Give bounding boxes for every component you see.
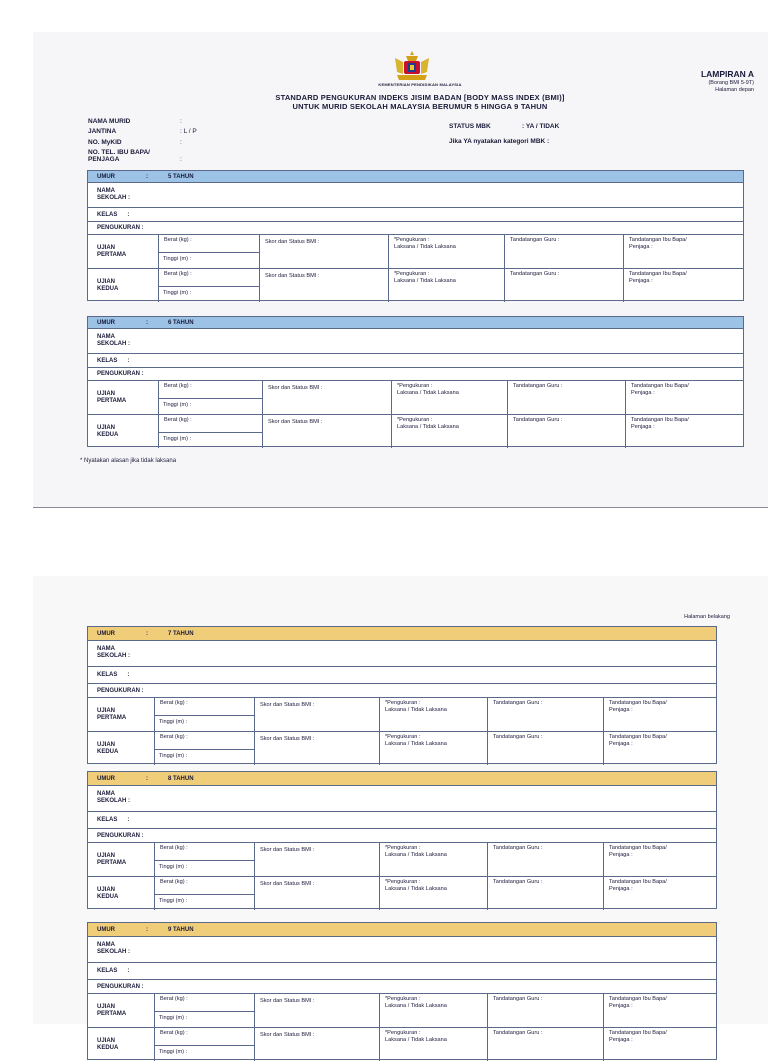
pengukuran-row xyxy=(88,980,716,994)
age-value: 8 TAHUN xyxy=(168,775,194,782)
status-mbk-label: STATUS MBK xyxy=(449,123,491,130)
mykid-label: NO. MyKID xyxy=(88,139,122,146)
tinggi-field[interactable]: Tinggi (m) : xyxy=(163,256,192,262)
tandatangan-guru-field[interactable]: Tandatangan Guru : xyxy=(487,732,603,765)
age-block xyxy=(87,626,717,764)
tandatangan-ibu-bapa-line-1: Tandatangan Ibu Bapa/ xyxy=(629,271,687,277)
tinggi-field[interactable]: Tinggi (m) : xyxy=(159,898,188,904)
tandatangan-guru-field[interactable]: Tandatangan Guru : xyxy=(487,698,603,732)
ujian-pertama-label-2: PERTAMA xyxy=(97,252,127,258)
lampiran-label: LAMPIRAN A xyxy=(700,69,754,79)
age-header xyxy=(88,923,716,937)
pengukuran-row xyxy=(88,829,716,843)
col-line xyxy=(154,877,155,910)
tandatangan-ibu-bapa-line-2: Penjaga : xyxy=(609,740,633,747)
berat-field[interactable]: Berat (kg) : xyxy=(154,996,254,1003)
tandatangan-ibu-bapa-line-2: Penjaga : xyxy=(631,389,655,396)
ujian-kedua-label-2: KEDUA xyxy=(97,431,119,438)
col-line xyxy=(154,994,155,1028)
tandatangan-ibu-bapa-line-2: Penjaga : xyxy=(629,277,653,284)
nama-sekolah-label-2: SEKOLAH : xyxy=(97,195,130,201)
tandatangan-ibu-bapa-field[interactable] xyxy=(603,843,716,877)
pengukuran-status-field[interactable] xyxy=(391,415,507,448)
umur-label: UMUR xyxy=(97,775,115,782)
cell-divider xyxy=(158,432,262,433)
kelas-label: KELAS : xyxy=(97,817,130,823)
ujian-pertama-label-1: UJIAN xyxy=(97,245,116,251)
ujian-pertama-label-2: PERTAMA xyxy=(97,860,127,866)
pengukuran-status-field[interactable] xyxy=(391,381,507,415)
pengukuran-status-line-1: *Pengukuran : xyxy=(385,1030,421,1036)
mykid-field[interactable]: : xyxy=(180,139,182,146)
umur-label: UMUR xyxy=(97,319,115,326)
nama-murid-field[interactable]: : xyxy=(180,118,182,125)
age-header xyxy=(88,627,716,641)
kelas-label: KELAS : xyxy=(97,672,130,678)
ujian-pertama-row xyxy=(88,994,716,1028)
tandatangan-ibu-bapa-line-1: Tandatangan Ibu Bapa/ xyxy=(609,700,667,706)
tandatangan-guru-field[interactable]: Tandatangan Guru : xyxy=(487,994,603,1028)
pengukuran-status-field[interactable] xyxy=(379,877,487,910)
ujian-pertama-row xyxy=(88,698,716,732)
age-block xyxy=(87,771,717,909)
berat-field[interactable]: Berat (kg) : xyxy=(154,1030,254,1037)
pengukuran-status-line-1: *Pengukuran : xyxy=(385,879,421,885)
page-side-label-back: Halaman belakang xyxy=(684,614,730,620)
tinggi-field[interactable]: Tinggi (m) : xyxy=(159,719,188,725)
umur-label: UMUR xyxy=(97,173,115,180)
nama-sekolah-label-1: NAMA xyxy=(97,334,115,340)
pengukuran-status-line-2: Laksana / Tidak Laksana xyxy=(385,1036,447,1043)
pengukuran-status-line-2: Laksana / Tidak Laksana xyxy=(385,885,447,892)
ujian-kedua-label-1: UJIAN xyxy=(97,278,116,285)
pengukuran-label: PENGUKURAN : xyxy=(97,225,144,231)
nama-sekolah-label-1: NAMA xyxy=(97,942,115,948)
ujian-kedua-row xyxy=(88,1028,716,1061)
jantina-field[interactable]: : L / P xyxy=(180,128,197,135)
form-title-line-2: UNTUK MURID SEKOLAH MALAYSIA BERUMUR 5 HINGGA 9 TAHUN xyxy=(292,102,548,111)
tandatangan-ibu-bapa-line-1: Tandatangan Ibu Bapa/ xyxy=(629,237,687,243)
pengukuran-status-field[interactable] xyxy=(379,994,487,1028)
pengukuran-label: PENGUKURAN : xyxy=(97,371,144,377)
tandatangan-ibu-bapa-field[interactable] xyxy=(603,1028,716,1061)
pengukuran-status-line-2: Laksana / Tidak Laksana xyxy=(385,1002,447,1009)
berat-field[interactable]: Berat (kg) : xyxy=(158,271,259,278)
col-line xyxy=(154,732,155,765)
malaysia-coat-of-arms-icon xyxy=(389,50,435,82)
tandatangan-ibu-bapa-line-2: Penjaga : xyxy=(609,706,633,713)
ujian-kedua-label-2: KEDUA xyxy=(97,893,119,900)
age-block xyxy=(87,170,744,301)
borang-code: (Borang BMI 5-9T) xyxy=(708,80,754,86)
tandatangan-ibu-bapa-line-2: Penjaga : xyxy=(631,423,655,430)
berat-field[interactable]: Berat (kg) : xyxy=(154,734,254,741)
ujian-pertama-row xyxy=(88,843,716,877)
pengukuran-row xyxy=(88,222,743,235)
umur-label: UMUR xyxy=(97,630,115,637)
ujian-pertama-label-1: UJIAN xyxy=(97,1004,116,1010)
col-line xyxy=(158,235,159,269)
nama-sekolah-row[interactable] xyxy=(88,183,743,208)
ujian-pertama-label-2: PERTAMA xyxy=(97,1011,127,1017)
tinggi-field[interactable]: Tinggi (m) : xyxy=(163,402,192,408)
berat-field[interactable]: Berat (kg) : xyxy=(154,879,254,886)
pengukuran-status-line-2: Laksana / Tidak Laksana xyxy=(385,706,447,713)
tinggi-field[interactable]: Tinggi (m) : xyxy=(163,290,192,296)
ujian-kedua-label-2: KEDUA xyxy=(97,1044,119,1051)
pengukuran-status-field[interactable] xyxy=(388,269,504,302)
pengukuran-status-line-1: *Pengukuran : xyxy=(385,845,421,851)
age-value: 9 TAHUN xyxy=(168,926,194,933)
nama-sekolah-row[interactable] xyxy=(88,641,716,667)
skor-bmi-field[interactable]: Skor dan Status BMI : xyxy=(254,698,379,732)
tandatangan-ibu-bapa-field[interactable] xyxy=(603,698,716,732)
tandatangan-ibu-bapa-line-1: Tandatangan Ibu Bapa/ xyxy=(609,734,667,740)
jantina-label: JANTINA xyxy=(88,128,117,135)
tel-label-line-1: NO. TEL. IBU BAPA/ xyxy=(88,149,150,156)
pengukuran-status-line-2: Laksana / Tidak Laksana xyxy=(385,851,447,858)
kelas-row[interactable] xyxy=(88,208,743,222)
age-value: 7 TAHUN xyxy=(168,630,194,637)
umur-colon: : xyxy=(146,173,148,180)
pengukuran-status-field[interactable] xyxy=(379,843,487,877)
ujian-kedua-row xyxy=(88,269,743,302)
pengukuran-label: PENGUKURAN : xyxy=(97,983,144,990)
age-header xyxy=(88,772,716,786)
nama-sekolah-label-2: SEKOLAH : xyxy=(97,949,130,955)
age-block xyxy=(87,316,744,447)
cell-divider xyxy=(154,1045,254,1046)
ujian-kedua-label-1: UJIAN xyxy=(97,886,116,893)
tandatangan-ibu-bapa-field[interactable] xyxy=(623,235,743,269)
pengukuran-status-line-1: *Pengukuran : xyxy=(385,734,421,740)
skor-bmi-field[interactable]: Skor dan Status BMI : xyxy=(259,235,388,269)
col-line xyxy=(158,381,159,415)
age-header xyxy=(88,171,743,183)
tandatangan-ibu-bapa-field[interactable] xyxy=(625,381,743,415)
tandatangan-ibu-bapa-line-2: Penjaga : xyxy=(609,1002,633,1009)
tandatangan-guru-field[interactable]: Tandatangan Guru : xyxy=(487,1028,603,1061)
tandatangan-ibu-bapa-line-2: Penjaga : xyxy=(609,1036,633,1043)
cell-divider xyxy=(158,286,259,287)
page-separator xyxy=(33,507,768,508)
tandatangan-ibu-bapa-line-1: Tandatangan Ibu Bapa/ xyxy=(631,417,689,423)
pengukuran-status-field[interactable] xyxy=(388,235,504,269)
nama-sekolah-row[interactable] xyxy=(88,329,743,354)
skor-bmi-field[interactable]: Skor dan Status BMI : xyxy=(254,843,379,877)
kelas-row[interactable] xyxy=(88,667,716,684)
ujian-kedua-label-2: KEDUA xyxy=(97,285,119,292)
tandatangan-guru-field[interactable]: Tandatangan Guru : xyxy=(504,269,623,302)
kelas-row[interactable] xyxy=(88,963,716,980)
tandatangan-ibu-bapa-field[interactable] xyxy=(603,732,716,765)
skor-bmi-field[interactable]: Skor dan Status BMI : xyxy=(254,877,379,910)
nama-sekolah-label-2: SEKOLAH : xyxy=(97,798,130,804)
skor-bmi-field[interactable]: Skor dan Status BMI : xyxy=(259,269,388,302)
ministry-name: KEMENTERIAN PENDIDIKAN MALAYSIA xyxy=(378,82,462,87)
tinggi-field[interactable]: Tinggi (m) : xyxy=(159,864,188,870)
kelas-row[interactable] xyxy=(88,354,743,368)
tandatangan-ibu-bapa-field[interactable] xyxy=(625,415,743,448)
pengukuran-status-field[interactable] xyxy=(379,732,487,765)
tandatangan-guru-field[interactable]: Tandatangan Guru : xyxy=(507,381,625,415)
ujian-kedua-label-1: UJIAN xyxy=(97,741,116,748)
tandatangan-ibu-bapa-field[interactable] xyxy=(623,269,743,302)
pengukuran-status-line-1: *Pengukuran : xyxy=(397,417,433,423)
ujian-pertama-label-1: UJIAN xyxy=(97,708,116,714)
nama-sekolah-row[interactable] xyxy=(88,786,716,812)
berat-field[interactable]: Berat (kg) : xyxy=(154,700,254,707)
berat-field[interactable]: Berat (kg) : xyxy=(158,383,262,390)
tandatangan-ibu-bapa-field[interactable] xyxy=(603,994,716,1028)
pengukuran-status-line-1: *Pengukuran : xyxy=(397,383,433,389)
ujian-kedua-label-1: UJIAN xyxy=(97,1037,116,1044)
pengukuran-row xyxy=(88,368,743,381)
col-line xyxy=(158,269,159,302)
mbk-category-label: Jika YA nyatakan kategori MBK : xyxy=(449,138,550,145)
tandatangan-ibu-bapa-field[interactable] xyxy=(603,877,716,910)
nama-murid-label: NAMA MURID xyxy=(88,118,131,125)
tandatangan-ibu-bapa-line-2: Penjaga : xyxy=(609,851,633,858)
tinggi-field[interactable]: Tinggi (m) : xyxy=(159,1015,188,1021)
tandatangan-guru-field[interactable]: Tandatangan Guru : xyxy=(507,415,625,448)
umur-colon: : xyxy=(146,926,148,933)
tinggi-field[interactable]: Tinggi (m) : xyxy=(159,1049,188,1055)
tandatangan-ibu-bapa-line-1: Tandatangan Ibu Bapa/ xyxy=(609,1030,667,1036)
tandatangan-ibu-bapa-line-1: Tandatangan Ibu Bapa/ xyxy=(609,879,667,885)
nama-sekolah-label-2: SEKOLAH : xyxy=(97,341,130,347)
skor-bmi-field[interactable]: Skor dan Status BMI : xyxy=(254,732,379,765)
tel-label-line-2: PENJAGA xyxy=(88,156,120,163)
pengukuran-status-line-1: *Pengukuran : xyxy=(394,271,430,277)
ujian-kedua-row xyxy=(88,877,716,910)
ujian-pertama-label-1: UJIAN xyxy=(97,853,116,859)
ujian-kedua-row xyxy=(88,415,743,448)
kelas-label: KELAS : xyxy=(97,968,130,974)
umur-label: UMUR xyxy=(97,926,115,933)
page-side-label: Halaman depan xyxy=(715,87,754,93)
nama-sekolah-label-2: SEKOLAH : xyxy=(97,653,130,659)
pengukuran-status-line-2: Laksana / Tidak Laksana xyxy=(385,740,447,747)
tandatangan-ibu-bapa-line-1: Tandatangan Ibu Bapa/ xyxy=(631,383,689,389)
col-line xyxy=(154,698,155,732)
pengukuran-row xyxy=(88,684,716,698)
ujian-pertama-label-2: PERTAMA xyxy=(97,398,127,404)
pengukuran-label: PENGUKURAN : xyxy=(97,687,144,694)
cell-divider xyxy=(154,860,254,861)
berat-field[interactable]: Berat (kg) : xyxy=(158,237,259,244)
tinggi-field[interactable]: Tinggi (m) : xyxy=(159,753,188,759)
nama-sekolah-row[interactable] xyxy=(88,937,716,963)
pengukuran-status-line-1: *Pengukuran : xyxy=(385,996,421,1002)
ujian-pertama-label-2: PERTAMA xyxy=(97,715,127,721)
nama-sekolah-label-1: NAMA xyxy=(97,646,115,652)
ujian-pertama-label-1: UJIAN xyxy=(97,391,116,397)
age-block xyxy=(87,922,717,1060)
cell-divider xyxy=(158,398,262,399)
skor-bmi-field[interactable]: Skor dan Status BMI : xyxy=(254,994,379,1028)
tandatangan-ibu-bapa-line-1: Tandatangan Ibu Bapa/ xyxy=(609,996,667,1002)
ujian-kedua-label-2: KEDUA xyxy=(97,748,119,755)
cell-divider xyxy=(154,1011,254,1012)
cell-divider xyxy=(154,715,254,716)
pengukuran-status-field[interactable] xyxy=(379,1028,487,1061)
ujian-kedua-label-1: UJIAN xyxy=(97,424,116,431)
cell-divider xyxy=(158,252,259,253)
pengukuran-status-line-1: *Pengukuran : xyxy=(394,237,430,243)
tandatangan-guru-field[interactable]: Tandatangan Guru : xyxy=(487,843,603,877)
col-line xyxy=(154,843,155,877)
pengukuran-status-line-2: Laksana / Tidak Laksana xyxy=(397,423,459,430)
skor-bmi-field[interactable]: Skor dan Status BMI : xyxy=(254,1028,379,1061)
umur-colon: : xyxy=(146,630,148,637)
umur-colon: : xyxy=(146,319,148,326)
col-line xyxy=(158,415,159,448)
cell-divider xyxy=(154,894,254,895)
kelas-row[interactable] xyxy=(88,812,716,829)
skor-bmi-field[interactable]: Skor dan Status BMI : xyxy=(262,415,391,448)
tandatangan-ibu-bapa-line-2: Penjaga : xyxy=(629,243,653,250)
pengukuran-status-line-1: *Pengukuran : xyxy=(385,700,421,706)
status-mbk-field[interactable]: : YA / TIDAK xyxy=(522,123,560,130)
pengukuran-label: PENGUKURAN : xyxy=(97,832,144,839)
footnote: * Nyatakan alasan jika tidak laksana xyxy=(80,458,177,464)
ujian-pertama-row xyxy=(88,235,743,269)
umur-colon: : xyxy=(146,775,148,782)
tinggi-field[interactable]: Tinggi (m) : xyxy=(163,436,192,442)
skor-bmi-field[interactable]: Skor dan Status BMI : xyxy=(262,381,391,415)
age-header xyxy=(88,317,743,329)
pengukuran-status-line-2: Laksana / Tidak Laksana xyxy=(394,243,456,250)
ujian-kedua-row xyxy=(88,732,716,765)
nama-sekolah-label-1: NAMA xyxy=(97,791,115,797)
age-value: 5 TAHUN xyxy=(168,173,194,180)
tel-field[interactable]: : xyxy=(180,156,182,163)
ujian-pertama-row xyxy=(88,381,743,415)
berat-field[interactable]: Berat (kg) : xyxy=(154,845,254,852)
tandatangan-guru-field[interactable]: Tandatangan Guru : xyxy=(487,877,603,910)
kelas-label: KELAS : xyxy=(97,211,130,218)
pengukuran-status-line-2: Laksana / Tidak Laksana xyxy=(394,277,456,284)
age-value: 6 TAHUN xyxy=(168,319,194,326)
form-title-line-1: STANDARD PENGUKURAN INDEKS JISIM BADAN [BODY MASS INDEX (BMI)] xyxy=(275,93,565,102)
pengukuran-status-line-2: Laksana / Tidak Laksana xyxy=(397,389,459,396)
pengukuran-status-field[interactable] xyxy=(379,698,487,732)
cell-divider xyxy=(154,749,254,750)
tandatangan-ibu-bapa-line-1: Tandatangan Ibu Bapa/ xyxy=(609,845,667,851)
tandatangan-guru-field[interactable]: Tandatangan Guru : xyxy=(504,235,623,269)
berat-field[interactable]: Berat (kg) : xyxy=(158,417,262,424)
kelas-label: KELAS : xyxy=(97,357,130,364)
nama-sekolah-label-1: NAMA xyxy=(97,188,115,194)
tandatangan-ibu-bapa-line-2: Penjaga : xyxy=(609,885,633,892)
col-line xyxy=(154,1028,155,1061)
